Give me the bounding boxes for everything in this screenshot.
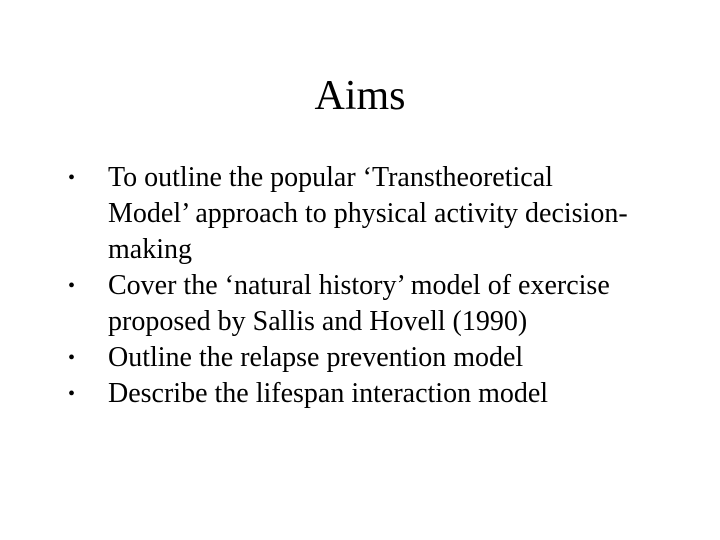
bullet-item-2 xyxy=(0,268,720,340)
bullet-icon: • xyxy=(68,167,76,189)
bullet-icon: • xyxy=(68,383,76,405)
bullet-text: Outline the relapse prevention model xyxy=(108,342,524,373)
bullet-item-3 xyxy=(0,340,720,376)
bullet-icon: • xyxy=(68,275,76,297)
bullet-icon: • xyxy=(68,347,76,369)
bullet-list xyxy=(0,160,720,412)
slide-title: Aims xyxy=(314,73,406,119)
bullet-item-4 xyxy=(0,376,720,412)
bullet-text: Describe the lifespan interaction model xyxy=(108,378,549,409)
bullet-text: To outline the popular ‘Transtheoretical Model’ approach to physical activity decision-making xyxy=(108,162,628,265)
bullet-text: Cover the ‘natural history’ model of exercise proposed by Sallis and Hovell (1990) xyxy=(108,270,610,337)
bullet-item-1 xyxy=(0,160,720,268)
